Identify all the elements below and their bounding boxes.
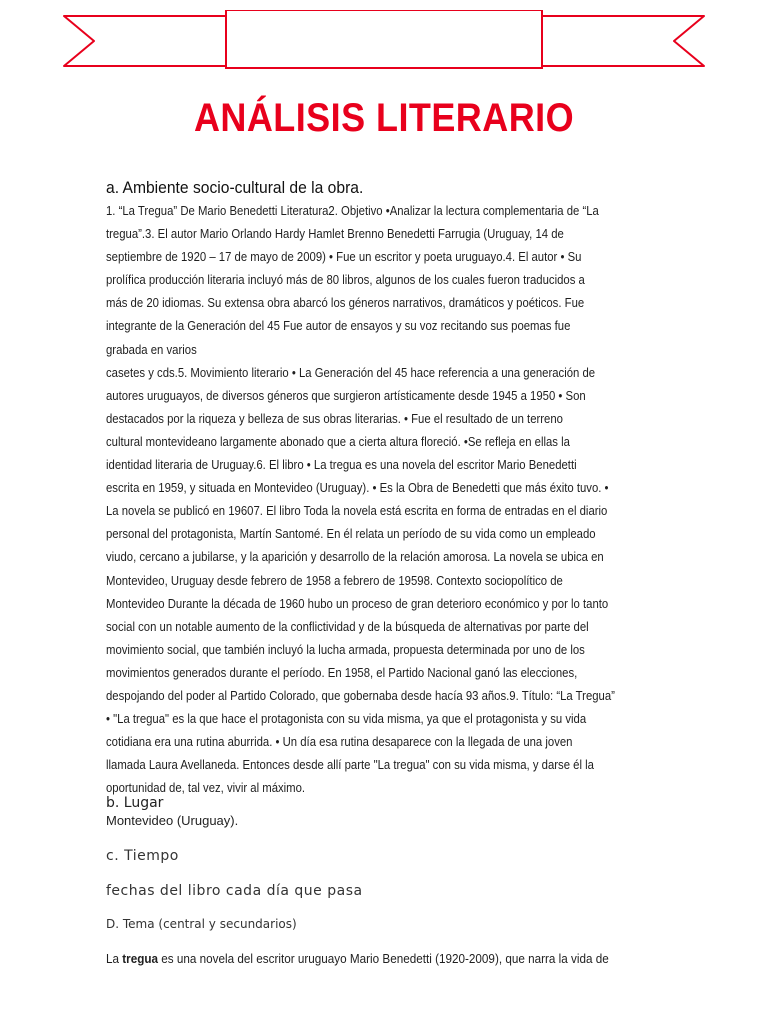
section-c-heading: c. Tiempo [106, 848, 179, 865]
section-a-heading: a. Ambiente socio-cultural de la obra. [106, 178, 364, 197]
section-a-body: 1. “La Tregua” De Mario Benedetti Literatura2. Objetivo •Analizar la lectura complementaria de “La tregua”.3. El autor Mario Orlando Hardy Hamlet Brenno Benedetti Farrugia (Uruguay, 14 de septiembre de 1920 – 17 de mayo de 2009) • Fue un escritor y poeta uruguayo.4. El autor • Su prolífica producción literaria incluyó más de 80 libros, algunos de los cuales fueron traducidos a más de 20 idiomas. Su extensa obra abarcó los géneros narrativos, dramáticos y poéticos. Fue integrante de la Generación del 45 Fue autor de ensayos y su voz recitando sus poemas fue grabada en varios casetes y cds.5. Movimiento literario • La Generación del 45 hace referencia a una generación de autores uruguayos, de diversos géneros que surgieron artísticamente desde 1945 a 1950 • Son destacados por la riqueza y belleza de sus obras literarias. • Fue el resultado de un terreno cultural montevideano largamente abonado que a cierta altura floreció. •Se refleja en ellas la identidad literaria de Uruguay.6. El libro • La tregua es una novela del escritor Mario Benedetti escrita en 1959, y situada en Montevideo (Uruguay). • Es la Obra de Benedetti que más éxito tuvo. • La novela se publicó en 19607. El libro Toda la novela está escrita en forma de entradas en el diario personal del protagonista, Martín Santomé. En él relata un período de su vida como un empleado viudo, cercano a jubilarse, y la aparición y desarrollo de la relación amorosa. La novela se ubica en Montevideo, Uruguay desde febrero de 1958 a febrero de 19598. Contexto sociopolítico de Montevideo Durante la década de 1960 hubo un proceso de gran deterioro económico y por lo tanto social con un notable aumento de la conflictividad y de la búsqueda de alternativas por parte del movimiento social, que también incluyó la lucha armada, propuesta determinada por uno de los movimientos generados durante el período. En 1958, el Partido Nacional ganó las elecciones, despojando del poder al Partido Colorado, que gobernaba desde hacía 93 años.9. Título: “La Tregua” • "La tregua" es la que hace el protagonista con su vida misma, ya que el protagonista y su vida cotidiana era una rutina aburrida. • Un día esa rutina desaparece con la llegada de una joven llamada Laura Avellaneda. Entonces desde allí parte "La tregua" con su vida misma, y darse él la oportunidad de, tal vez, vivir al máximo. [106, 204, 615, 796]
section-c-text: fechas del libro cada día que pasa [106, 883, 363, 900]
ribbon-banner-icon [60, 10, 708, 72]
document-body [106, 178, 666, 966]
closing-rest: es una novela del escritor uruguayo Mario Benedetti (1920-2009), que narra la vida de [158, 951, 609, 967]
section-b-text: Montevideo (Uruguay). [106, 813, 239, 829]
section-b-heading: b. Lugar [106, 795, 164, 812]
closing-bold-word: tregua [122, 951, 159, 967]
section-d-heading: D. Tema (central y secundarios) [106, 917, 297, 932]
page-title: ANÁLISIS LITERARIO [193, 96, 575, 140]
closing-paragraph [106, 951, 610, 966]
closing-prefix: La [106, 951, 123, 967]
